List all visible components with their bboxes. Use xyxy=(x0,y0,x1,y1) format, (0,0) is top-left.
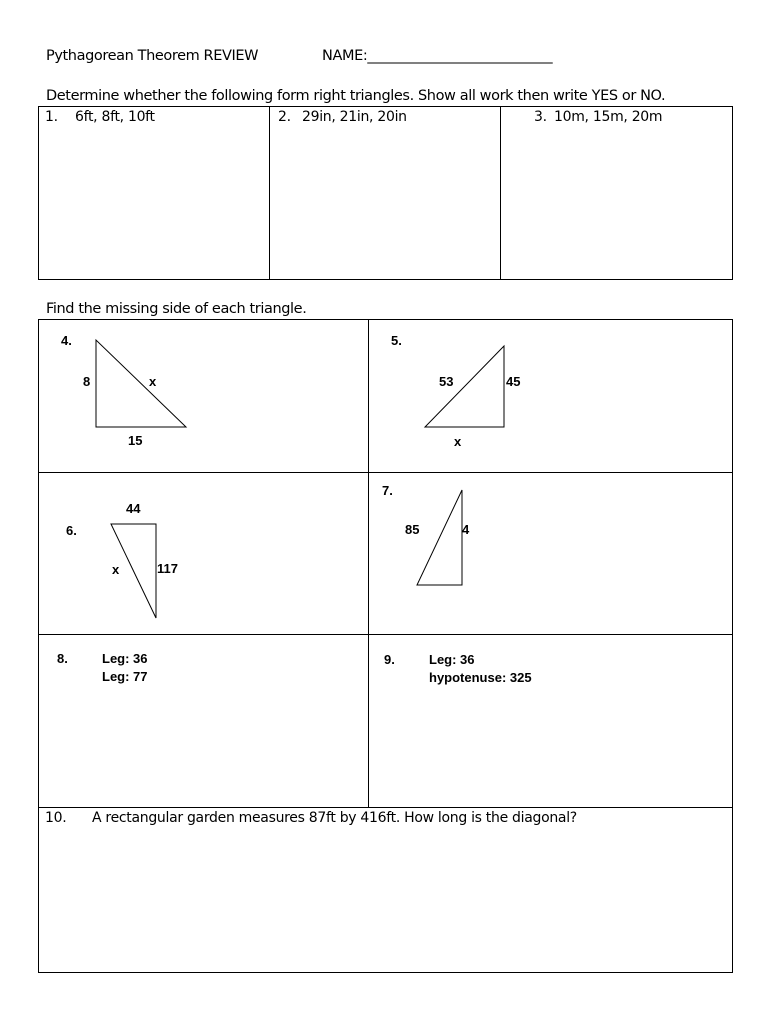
problem-10-cell[interactable] xyxy=(38,807,733,973)
problem-6-label-right: 117 xyxy=(157,561,178,576)
problem-9-line2: hypotenuse: 325 xyxy=(429,670,532,685)
section1-instruction: Determine whether the following form right triangles. Show all work then write YES or NO. xyxy=(46,88,666,104)
problem-9-cell[interactable] xyxy=(368,634,733,808)
worksheet-title: Pythagorean Theorem REVIEW xyxy=(46,48,259,64)
problem-3-cell[interactable] xyxy=(500,106,733,280)
problem-7-cell[interactable] xyxy=(368,472,733,635)
problem-4-label-left: 8 xyxy=(83,374,91,389)
name-field-label[interactable]: NAME:___________________________ xyxy=(322,48,553,64)
problem-4-label-hyp: x xyxy=(149,374,157,389)
problem-4-triangle xyxy=(39,320,370,474)
problem-9-line1: Leg: 36 xyxy=(429,652,475,667)
problem-8-line1: Leg: 36 xyxy=(102,651,148,666)
problem-7-triangle xyxy=(369,473,734,636)
problem-4-cell[interactable] xyxy=(38,319,369,473)
problem-1-text: 6ft, 8ft, 10ft xyxy=(75,109,155,125)
problem-7-number: 7. xyxy=(382,483,393,498)
problem-5-number: 5. xyxy=(391,333,402,348)
problem-6-label-hyp: x xyxy=(112,562,120,577)
problem-3-text: 10m, 15m, 20m xyxy=(554,109,663,125)
problem-5-label-right: 45 xyxy=(506,374,521,389)
problem-6-number: 6. xyxy=(66,523,77,538)
problem-2-number: 2. xyxy=(278,109,291,125)
problem-2-cell[interactable] xyxy=(269,106,501,280)
problem-8-number: 8. xyxy=(57,651,68,666)
problem-9-number: 9. xyxy=(384,652,395,667)
problem-5-cell[interactable] xyxy=(368,319,733,473)
problem-4-label-bottom: 15 xyxy=(128,433,143,448)
problem-1-cell[interactable] xyxy=(38,106,270,280)
problem-5-label-hyp: 53 xyxy=(439,374,454,389)
problem-3-number: 3. xyxy=(534,109,547,125)
problem-7-label-hyp: 85 xyxy=(405,522,420,537)
section2-instruction: Find the missing side of each triangle. xyxy=(46,301,307,317)
problem-6-triangle xyxy=(39,473,370,636)
problem-5-label-bottom: x xyxy=(454,434,462,449)
problem-5-triangle xyxy=(369,320,734,474)
problem-2-text: 29in, 21in, 20in xyxy=(302,109,407,125)
problem-10-text: A rectangular garden measures 87ft by 416ft. How long is the diagonal? xyxy=(92,810,577,826)
problem-1-number: 1. xyxy=(45,109,58,125)
problem-6-cell[interactable] xyxy=(38,472,369,635)
problem-7-label-right: 4 xyxy=(462,522,470,537)
problem-4-number: 4. xyxy=(61,333,72,348)
problem-6-label-top: 44 xyxy=(126,501,141,516)
problem-10-number: 10. xyxy=(45,810,67,826)
problem-8-cell[interactable] xyxy=(38,634,369,808)
problem-8-line2: Leg: 77 xyxy=(102,669,148,684)
